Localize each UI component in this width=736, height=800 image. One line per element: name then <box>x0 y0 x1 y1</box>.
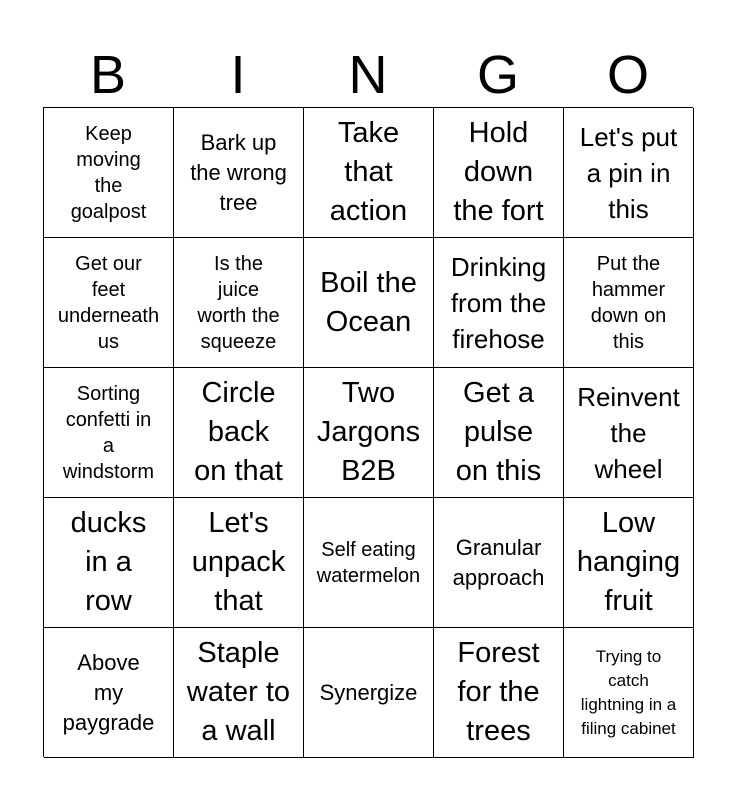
bingo-cell[interactable]: Keep moving the goalpost <box>44 108 174 238</box>
header-letter-b: B <box>89 45 127 105</box>
bingo-cell[interactable]: Reinvent the wheel <box>564 368 694 498</box>
bingo-cell[interactable]: Forest for the trees <box>434 628 564 758</box>
bingo-card-grid <box>43 107 693 757</box>
bingo-cell[interactable]: ducks in a row <box>44 498 174 628</box>
bingo-cell[interactable]: Bark up the wrong tree <box>174 108 304 238</box>
bingo-cell[interactable]: Hold down the fort <box>434 108 564 238</box>
bingo-cell[interactable]: Above my paygrade <box>44 628 174 758</box>
bingo-cell[interactable]: Boil the Ocean <box>304 238 434 368</box>
bingo-cell[interactable]: Get our feet underneath us <box>44 238 174 368</box>
header-letter-g: G <box>476 45 519 105</box>
bingo-cell[interactable]: Synergize <box>304 628 434 758</box>
bingo-cell[interactable]: Trying to catch lightning in a filing cabinet <box>564 628 694 758</box>
bingo-cell[interactable]: Staple water to a wall <box>174 628 304 758</box>
bingo-cell[interactable]: Granular approach <box>434 498 564 628</box>
bingo-cell[interactable]: Self eating watermelon <box>304 498 434 628</box>
bingo-cell[interactable]: Take that action <box>304 108 434 238</box>
header-letter-n: N <box>348 45 388 105</box>
bingo-cell[interactable]: Sorting confetti in a windstorm <box>44 368 174 498</box>
bingo-cell[interactable]: Put the hammer down on this <box>564 238 694 368</box>
bingo-cell[interactable]: Two Jargons B2B <box>304 368 434 498</box>
bingo-header <box>43 40 693 110</box>
header-letter-i: I <box>230 45 246 105</box>
bingo-cell[interactable]: Is the juice worth the squeeze <box>174 238 304 368</box>
bingo-cell[interactable]: Circle back on that <box>174 368 304 498</box>
header-letter-o: O <box>606 45 649 105</box>
bingo-cell[interactable]: Drinking from the firehose <box>434 238 564 368</box>
bingo-cell[interactable]: Get a pulse on this <box>434 368 564 498</box>
bingo-cell[interactable]: Let's unpack that <box>174 498 304 628</box>
bingo-cell[interactable]: Low hanging fruit <box>564 498 694 628</box>
bingo-cell[interactable]: Let's put a pin in this <box>564 108 694 238</box>
